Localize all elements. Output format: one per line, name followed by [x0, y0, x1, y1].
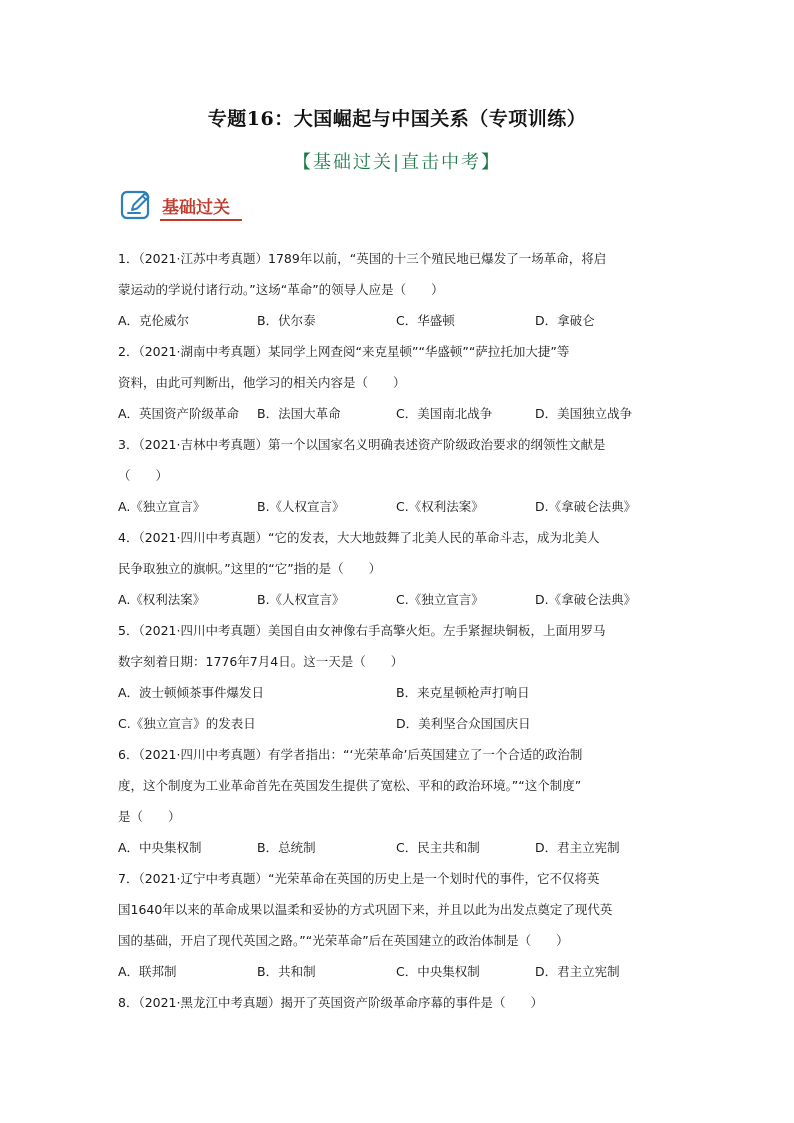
page-subtitle: 【基础过关|直击中考】 [292, 152, 502, 173]
question-8-line-1: 8．（2021·黑龙江中考真题）揭开了英国资产阶级革命序幕的事件是（ ） [118, 995, 543, 1010]
question-3-option-b: B.《人权宣言》 [257, 499, 345, 514]
question-7-option-c: C．中央集权制 [396, 964, 480, 979]
question-3-option-d: D.《拿破仑法典》 [535, 499, 637, 514]
page-title: 专题16：大国崛起与中国关系（专项训练） [207, 108, 587, 130]
question-2-option-d: D．美国独立战争 [535, 406, 633, 421]
question-6-line-1: 6．（2021·四川中考真题）有学者指出：“‘光荣革命’后英国建立了一个合适的政治制 [118, 747, 583, 762]
question-4-line-2: 民争取独立的旗帜。”这里的“它”指的是（ ） [118, 561, 382, 576]
question-6-option-c: C．民主共和制 [396, 840, 480, 855]
question-3-line-1: 3．（2021·吉林中考真题）第一个以国家名义明确表述资产阶级政治要求的纲领性文献是 [118, 437, 606, 452]
edit-pencil-icon [120, 188, 154, 222]
question-4-option-a: A.《权利法案》 [118, 592, 206, 607]
question-3-option-a: A.《独立宣言》 [118, 499, 206, 514]
question-1-line-2: 蒙运动的学说付诸行动。”这场“革命”的领导人应是（ ） [118, 282, 444, 297]
question-7-option-a: A．联邦制 [118, 964, 177, 979]
question-1-option-a: A．克伦威尔 [118, 313, 190, 328]
question-7-line-3: 国的基础，开启了现代英国之路。”“光荣革命”后在英国建立的政治体制是（ ） [118, 933, 569, 948]
question-3-line-2: （ ） [118, 468, 169, 483]
question-5-option-a: A．波士顿倾茶事件爆发日 [118, 685, 265, 700]
question-6-option-b: B．总统制 [257, 840, 316, 855]
question-5-line-2: 数字刻着日期：1776年7月4日。这一天是（ ） [118, 654, 404, 669]
question-2-option-a: A．英国资产阶级革命 [118, 406, 240, 421]
question-4-option-c: C.《独立宣言》 [396, 592, 484, 607]
question-4-line-1: 4．（2021·四川中考真题）“它的发表，大大地鼓舞了北美人民的革命斗志，成为北美人 [118, 530, 600, 545]
question-1-option-d: D．拿破仑 [535, 313, 595, 328]
question-7-line-2: 国1640年以来的革命成果以温柔和妥协的方式巩固下来，并且以此为出发点奠定了现代英 [118, 902, 613, 917]
question-2-option-c: C．美国南北战争 [396, 406, 493, 421]
question-7-line-1: 7．（2021·辽宁中考真题）“光荣革命在英国的历史上是一个划时代的事件，它不仅将英 [118, 871, 600, 886]
question-1-option-b: B．伏尔泰 [257, 313, 316, 328]
question-4-option-d: D.《拿破仑法典》 [535, 592, 637, 607]
section-underline [160, 219, 242, 221]
question-2-line-2: 资料，由此可判断出，他学习的相关内容是（ ） [118, 375, 406, 390]
question-4-option-b: B.《人权宣言》 [257, 592, 345, 607]
section-label: 基础过关 [162, 198, 230, 218]
question-1-option-c: C．华盛顿 [396, 313, 455, 328]
question-2-line-1: 2．（2021·湖南中考真题）某同学上网查阅“来克星顿”“华盛顿”“萨拉托加大捷”等 [118, 344, 570, 359]
question-6-line-2: 度，这个制度为工业革命首先在英国发生提供了宽松、平和的政治环境。”“这个制度” [118, 778, 582, 793]
question-1-line-1: 1．（2021·江苏中考真题）1789年以前，“英国的十三个殖民地已爆发了一场革命，将启 [118, 251, 607, 266]
question-5-option-d: D．美利坚合众国国庆日 [396, 716, 531, 731]
question-5-option-c: C.《独立宣言》的发表日 [118, 716, 256, 731]
question-2-option-b: B．法国大革命 [257, 406, 341, 421]
question-6-option-a: A．中央集权制 [118, 840, 202, 855]
question-7-option-b: B．共和制 [257, 964, 316, 979]
question-3-option-c: C.《权利法案》 [396, 499, 484, 514]
question-6-line-3: 是（ ） [118, 809, 181, 824]
question-7-option-d: D．君主立宪制 [535, 964, 620, 979]
question-5-option-b: B．来克星顿枪声打响日 [396, 685, 530, 700]
question-5-line-1: 5．（2021·四川中考真题）美国自由女神像右手高擎火炬。左手紧握块铜板，上面用罗马 [118, 623, 606, 638]
question-6-option-d: D．君主立宪制 [535, 840, 620, 855]
